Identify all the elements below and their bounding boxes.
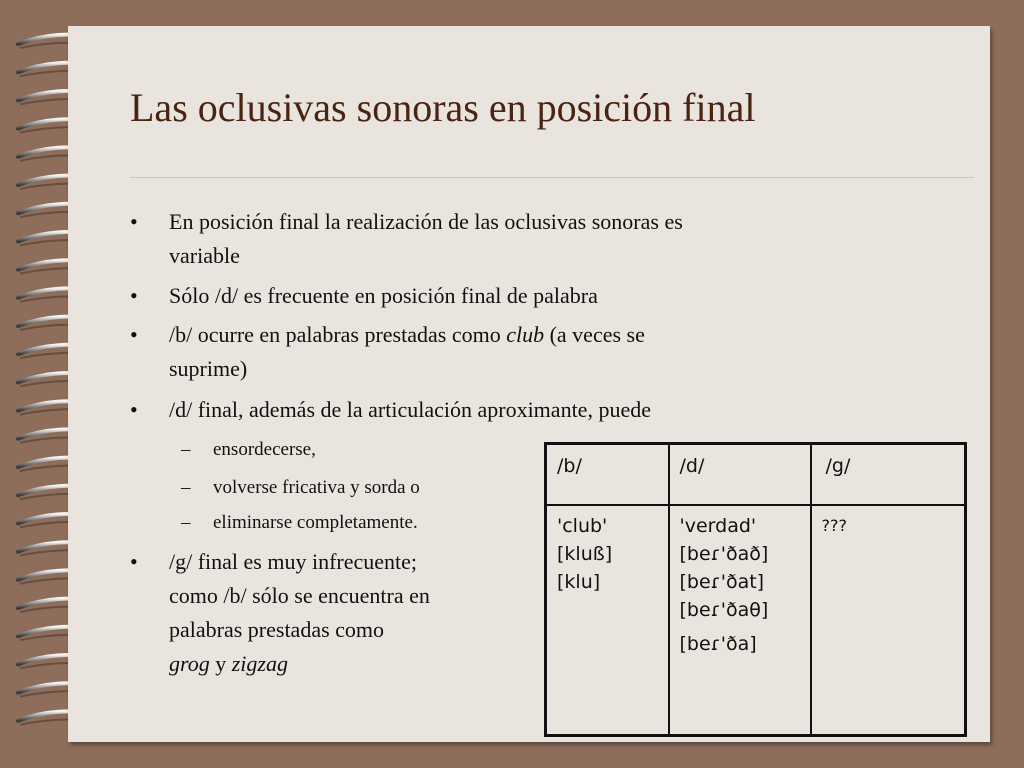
bullet-marker: • <box>130 397 138 422</box>
cell-line: [klu] <box>557 570 601 593</box>
header-d: /d/ <box>669 444 811 505</box>
table-header-row <box>546 444 966 505</box>
bullet-marker: • <box>130 322 138 347</box>
bullet-marker: • <box>130 283 138 308</box>
bullet-4-text: /d/ final, además de la articulación aproximante, puede <box>169 397 651 422</box>
bullet-3-line-1a: /b/ ocurre en palabras prestadas como <box>169 322 507 347</box>
title-divider <box>130 177 974 178</box>
cell-line: ??? <box>821 515 847 535</box>
bullet-5-line-1: /g/ final es muy infrecuente; <box>169 549 418 574</box>
bullet-marker: • <box>130 549 138 574</box>
bullet-3-line-1b: (a veces se <box>544 322 645 347</box>
phoneme-table <box>544 442 967 737</box>
bullet-3-italic-word: club <box>506 322 545 347</box>
cell-line: [beɾ'ðað] <box>679 542 769 565</box>
cell-line: [beɾ'ða] <box>679 632 757 655</box>
header-b: /b/ <box>546 444 669 505</box>
cell-line: [kluß] <box>557 542 613 565</box>
cell-g-examples <box>811 505 966 736</box>
bullet-5-line-2: como /b/ sólo se encuentra en <box>169 583 430 608</box>
bullet-5-line-3: palabras prestadas como <box>169 617 385 642</box>
bullet-1-line-1: En posición final la realización de las oclusivas sonoras es <box>169 209 683 234</box>
subbullet-2-text: volverse fricativa y sorda o <box>213 477 420 498</box>
subbullet-3-text: eliminarse completamente. <box>213 512 418 533</box>
cell-line: 'verdad' <box>679 514 757 537</box>
table-row <box>546 505 966 736</box>
subbullet-marker: – <box>181 512 191 533</box>
cell-line: [beɾ'ðaθ] <box>679 598 769 621</box>
cell-line: 'club' <box>557 514 608 537</box>
slide-title: Las oclusivas sonoras en posición final <box>130 85 756 130</box>
bullet-5-italic-word-1: grog <box>169 651 210 676</box>
subbullet-marker: – <box>181 439 191 460</box>
bullet-2-text: Sólo /d/ es frecuente en posición final de palabra <box>169 283 598 308</box>
bullet-1-line-2: variable <box>169 243 240 268</box>
header-g: /g/ <box>811 444 966 505</box>
cell-d-examples <box>669 505 811 736</box>
subbullet-marker: – <box>181 477 191 498</box>
bullet-5-connector: y <box>209 651 232 676</box>
cell-line: [beɾ'ðat] <box>679 570 765 593</box>
bullet-5-italic-word-2: zigzag <box>231 651 288 676</box>
bullet-marker: • <box>130 209 138 234</box>
cell-b-examples <box>546 505 669 736</box>
subbullet-1-text: ensordecerse, <box>213 439 316 460</box>
bullet-3-line-2: suprime) <box>169 356 248 381</box>
